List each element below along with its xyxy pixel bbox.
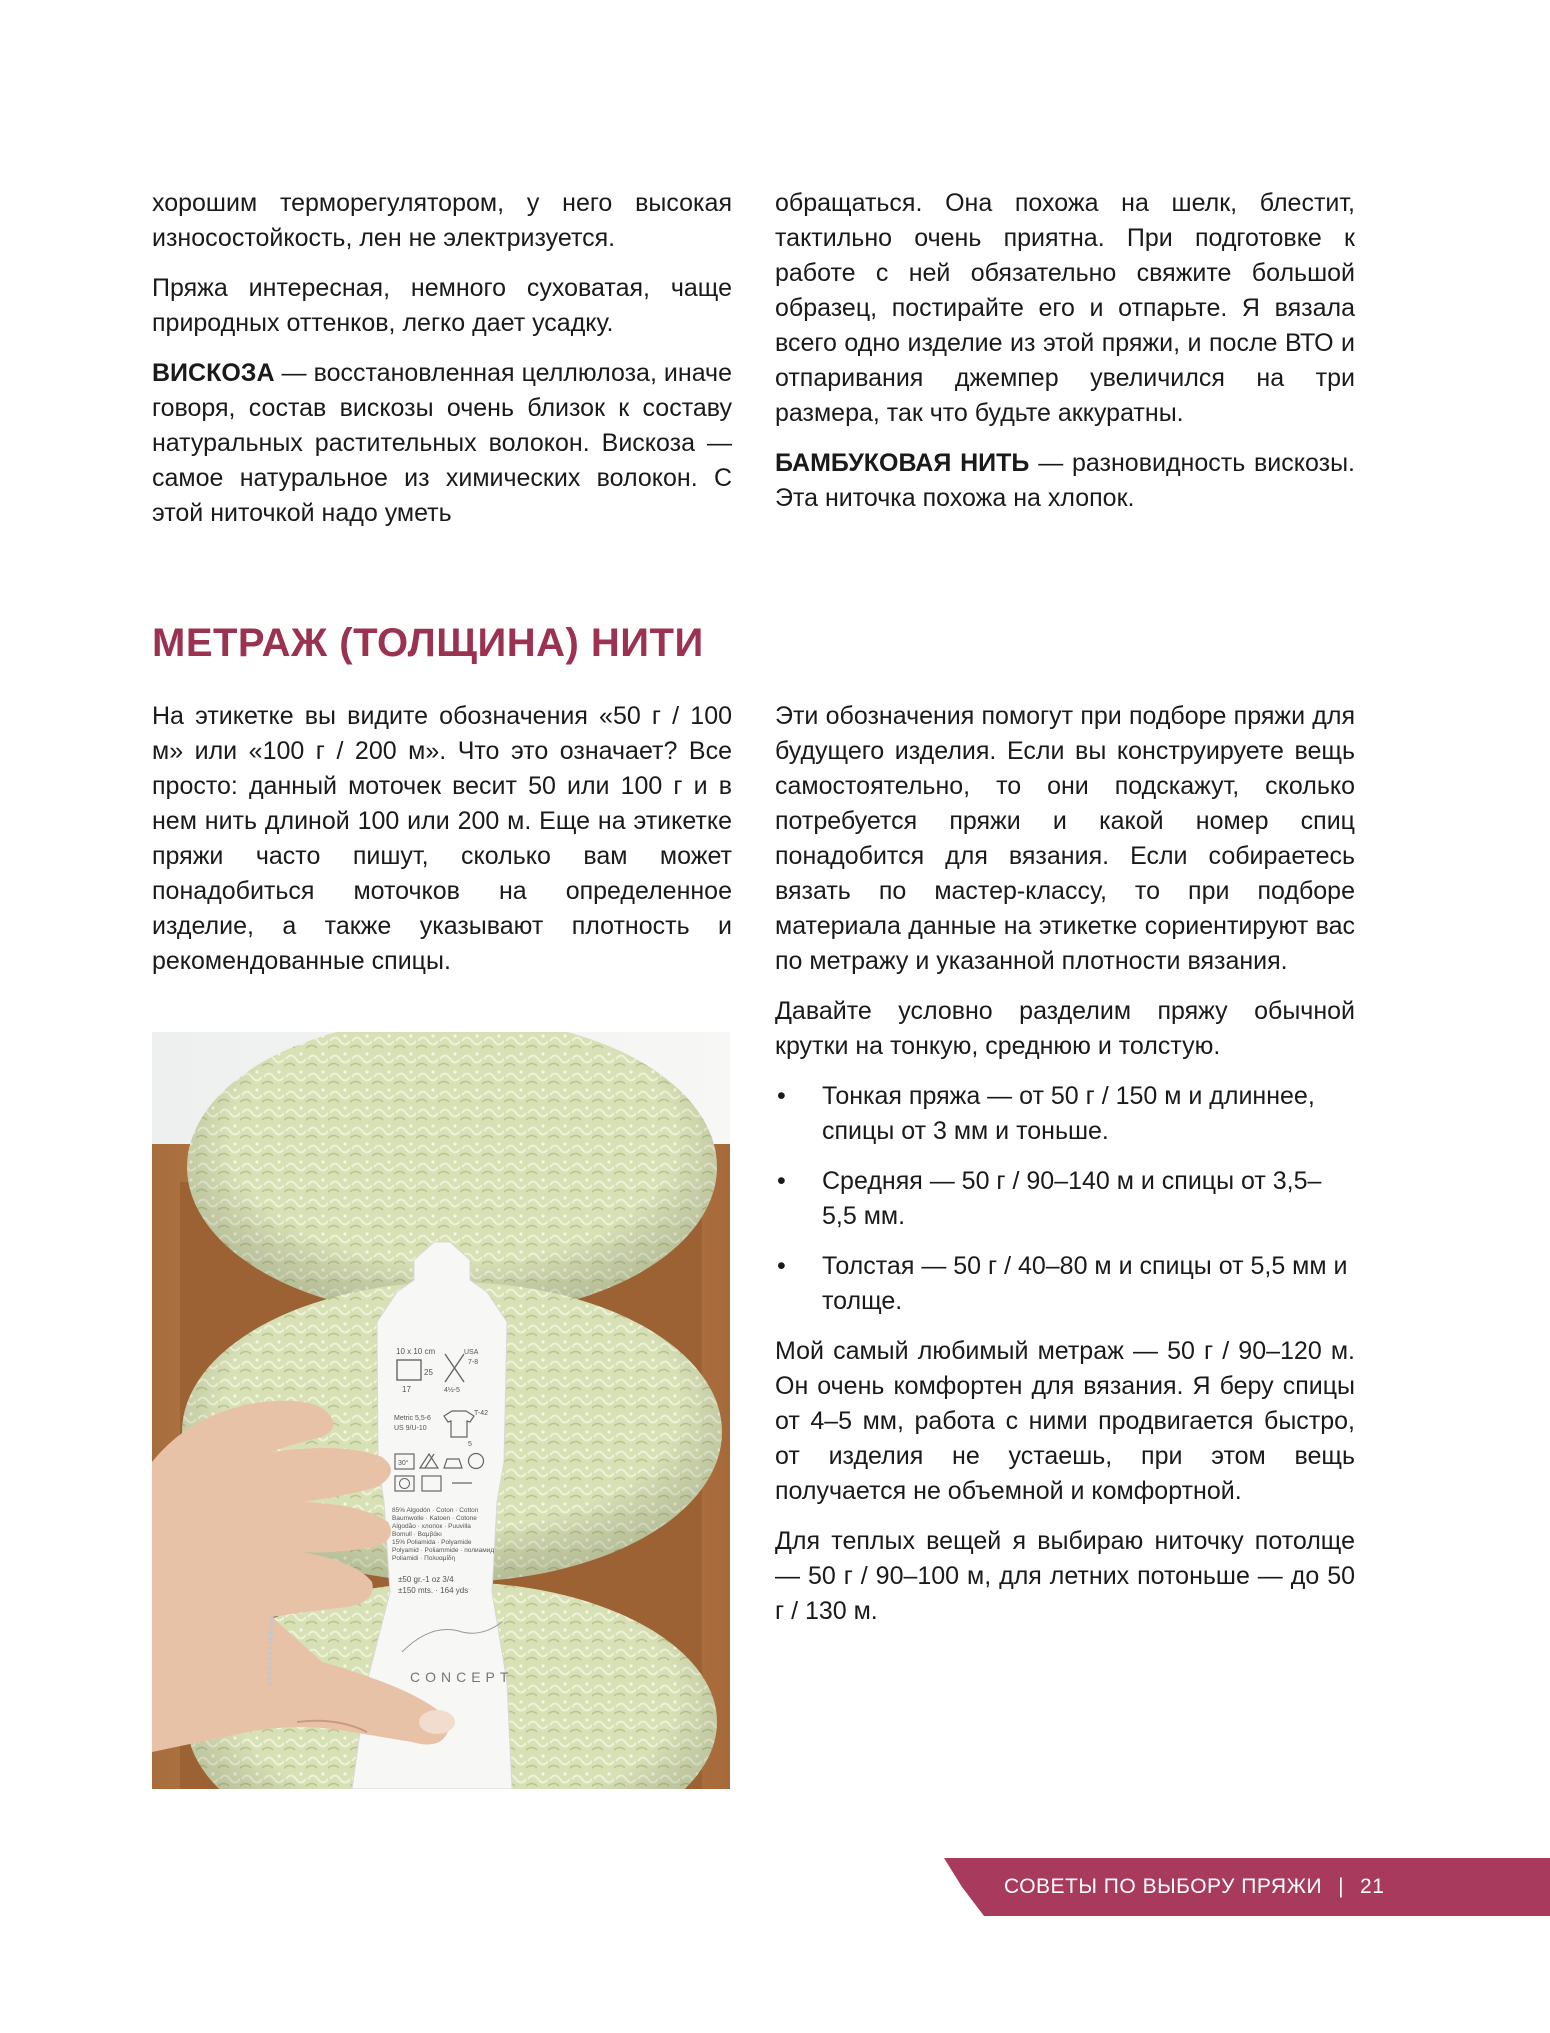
page-number: 21: [1360, 1875, 1385, 1898]
label-fiber-line: Bomull · Βαμβάκι: [392, 1531, 442, 1538]
text-column-top-right: [775, 186, 1355, 516]
label-needle-region: USA: [464, 1349, 479, 1356]
label-us-sizes: US 9/U-10: [394, 1425, 427, 1432]
label-rows: 17: [402, 1385, 411, 1394]
label-fiber-line: Baumwolle · Katoen · Cotone: [392, 1515, 477, 1522]
yarn-photo: [152, 1032, 730, 1789]
list-item: • Средняя — 50 г / 90–140 м и спицы от 3,5–5,5 мм.: [775, 1164, 1355, 1234]
label-brand: CONCEPT: [410, 1669, 514, 1685]
term-viscose: ВИСКОЗА: [152, 359, 275, 387]
text-column-bottom-left: [152, 699, 732, 979]
label-fiber-line: 15% Poliamida · Polyamide: [392, 1539, 472, 1546]
paragraph-bamboo: [775, 446, 1355, 516]
list-item: • Тонкая пряжа — от 50 г / 150 м и длиннее, спицы от 3 мм и тоньше.: [775, 1079, 1355, 1149]
thickness-list: [775, 1079, 1355, 1319]
label-weight: ±50 gr.-1 oz 3/4: [398, 1575, 454, 1584]
paragraph: обращаться. Она похожа на шелк, блестит, тактильно очень приятна. При подготовке к работе с ней обязательно свяжите большой образец, постирайте его и отпарьте. Я вязала всего одно изделие из этой пряжи, и после ВТО и отпаривания джемпер увеличился на три размера, так что будьте аккуратны.: [775, 189, 1355, 427]
paragraph: Для теплых вещей я выбираю ниточку потолще — 50 г / 90–100 м, для летних потоньше — до 50 г / 130 м.: [775, 1527, 1355, 1625]
label-metric: Metric 5,5-6: [394, 1415, 431, 1422]
label-size-code: T-42: [474, 1410, 489, 1417]
term-bamboo: БАМБУКОВАЯ НИТЬ: [775, 449, 1030, 477]
paragraph-viscose: [152, 356, 732, 531]
paragraph-text: — восстановленная целлюлоза, иначе говоря, состав вискозы очень близок к составу натуральных растительных волокон. Вискоза — самое натуральное из химических волокон. С этой ниточкой надо уметь: [152, 359, 732, 527]
label-fiber-line: 85% Algodón · Coton · Cotton: [392, 1507, 479, 1514]
paragraph: Пряжа интересная, немного суховатая, чаще природных оттенков, легко дает усадку.: [152, 274, 732, 337]
paragraph-text: — разновидность вискозы. Эта ниточка похожа на хлопок.: [775, 449, 1355, 512]
text-column-top-left: [152, 186, 732, 531]
label-fiber-line: Poliamidi · Πολυαμίδη: [392, 1555, 456, 1562]
paragraph: Эти обозначения помогут при подборе пряжи для будущего изделия. Если вы конструируете вещь самостоятельно, то они подскажут, сколько потребуется пряжи и какой номер спиц понадобится для вязания. Если собираетесь вязать по мастер-классу, то при подборе материала данные на этикетке сориентируют вас по метражу и указанной плотности вязания.: [775, 702, 1355, 975]
label-needle-mm: 4½-5: [444, 1387, 460, 1394]
label-wash-temp: 30°: [398, 1460, 409, 1467]
running-footer: [1004, 1858, 1384, 1916]
paragraph: хорошим терморегулятором, у него высокая износостойкость, лен не электризуется.: [152, 189, 732, 252]
text-column-bottom-right: [775, 699, 1355, 1629]
yarn-photo-illustration: [152, 1032, 730, 1789]
label-gauge: 10 x 10 cm: [396, 1347, 436, 1356]
paragraph: Мой самый любимый метраж — 50 г / 90–120 м. Он очень комфортен для вязания. Я беру спицы от 4–5 мм, работа с ними продвигается быстро, от изделия не устаешь, при этом вещь получается не объемной и комфортной.: [775, 1337, 1355, 1505]
list-item: • Толстая — 50 г / 40–80 м и спицы от 5,5 мм и толще.: [775, 1249, 1355, 1319]
section-heading: МЕТРАЖ (ТОЛЩИНА) НИТИ: [152, 621, 704, 665]
paragraph: Давайте условно разделим пряжу обычной крутки на тонкую, среднюю и толстую.: [775, 997, 1355, 1060]
paragraph: На этикетке вы видите обозначения «50 г / 100 м» или «100 г / 200 м». Что это означает? Все просто: данный моточек весит 50 или 100 г и в нем нить длиной 100 или 200 м. Еще на этикетке пряжи часто пишут, сколько вам может понадобиться моточков на определенное изделие, а также указывают плотность и рекомендованные спицы.: [152, 702, 732, 975]
label-size-sub: 5: [468, 1441, 472, 1448]
label-fiber-line: Algodão · хлопок · Puuvilla: [392, 1523, 471, 1530]
label-stitches: 25: [424, 1368, 433, 1377]
label-needle-us: 7-8: [468, 1359, 479, 1366]
label-fiber-line: Polyamid · Poliammide · полиамид: [392, 1547, 495, 1554]
footer-section-title: СОВЕТЫ ПО ВЫБОРУ ПРЯЖИ: [1004, 1875, 1323, 1898]
footer-separator: |: [1338, 1875, 1345, 1898]
label-length: ±150 mts. · 164 yds: [398, 1586, 469, 1595]
